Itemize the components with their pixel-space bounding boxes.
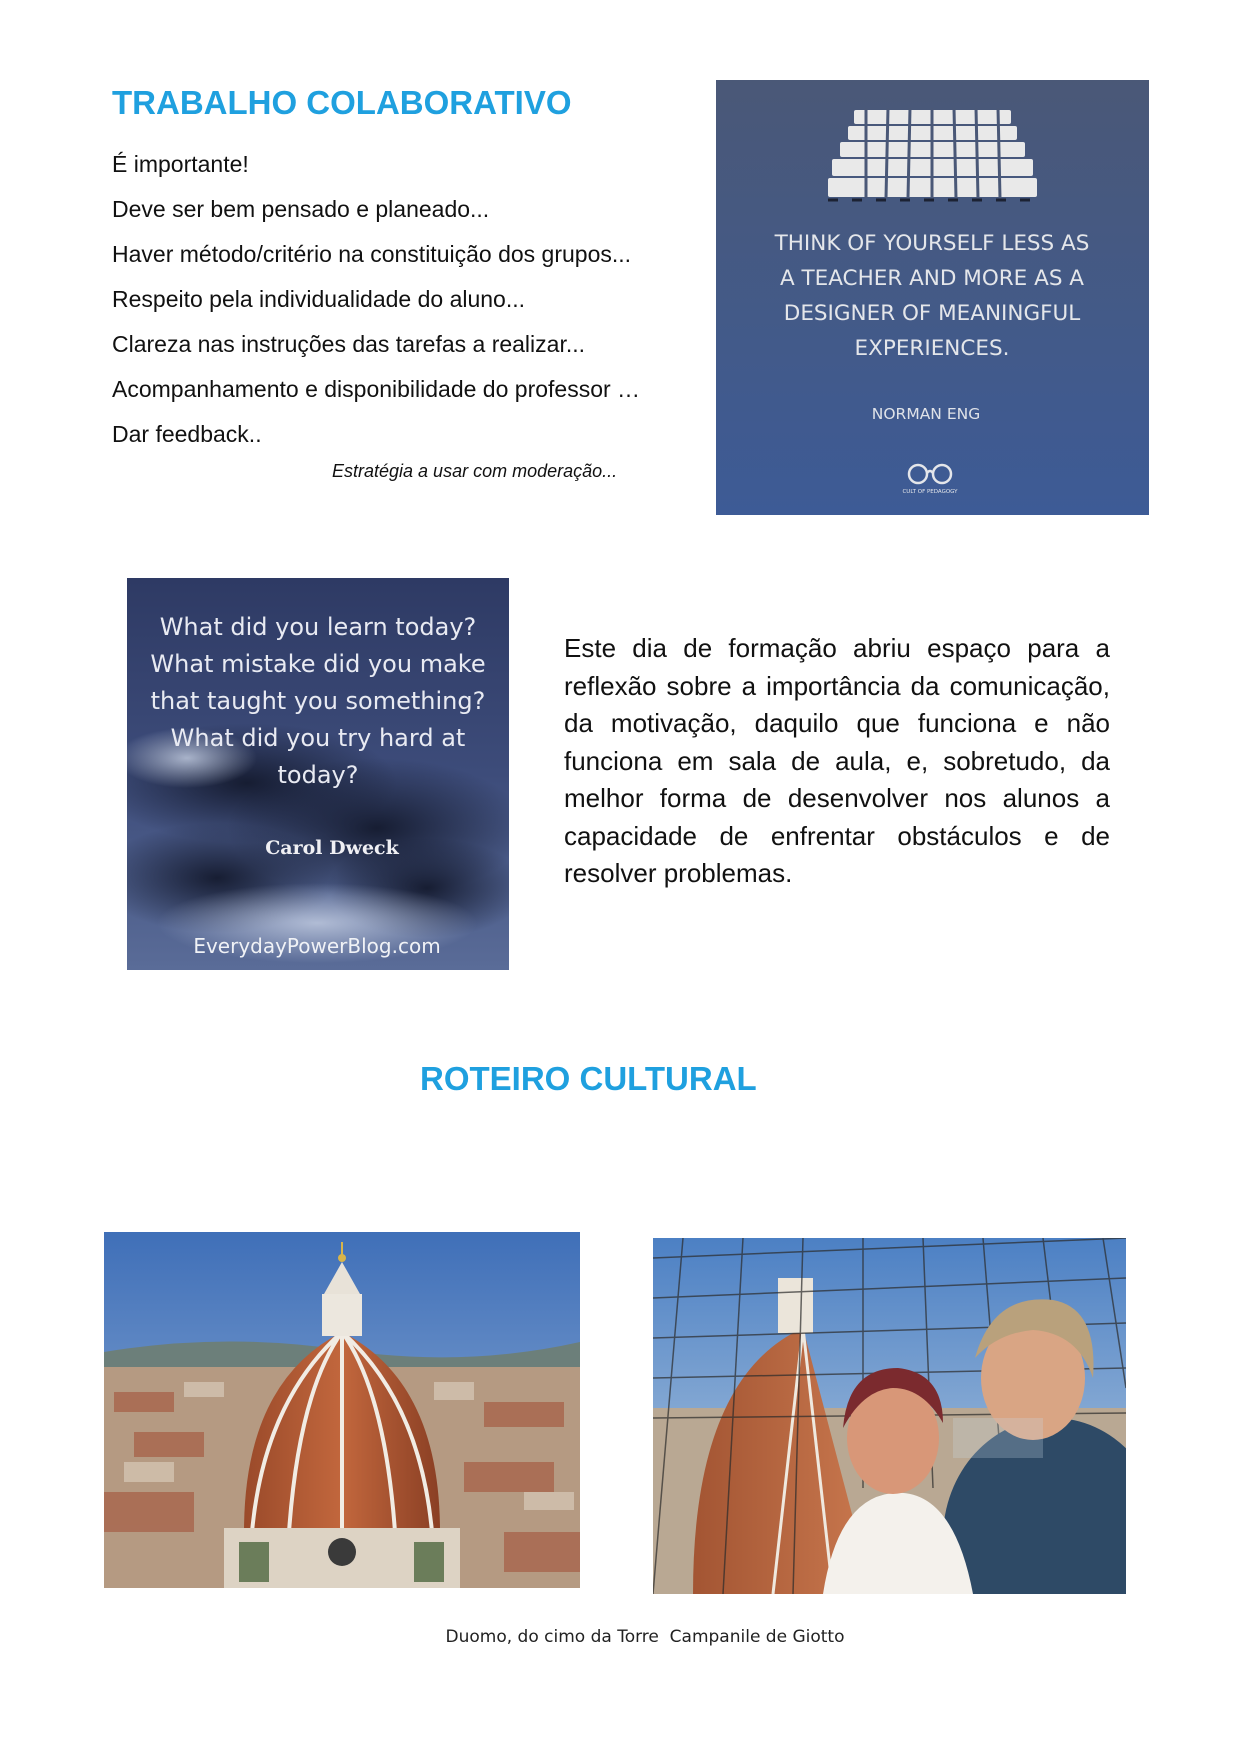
list-item: Clareza nas instruções das tarefas a realizar... — [112, 331, 586, 357]
quote1-line: DESIGNER OF MEANINGFUL — [783, 301, 1081, 326]
list-item: Acompanhamento e disponibilidade do professor … — [112, 376, 641, 402]
quote1-line: EXPERIENCES. — [854, 336, 1010, 361]
quote1-line: A TEACHER AND MORE AS A — [779, 266, 1085, 291]
cult-of-pedagogy-logo: CULT OF PEDAGOGY — [902, 489, 958, 495]
quote2-source: EverydayPowerBlog.com — [193, 934, 441, 958]
strategy-note: Estratégia a usar com moderação... — [332, 461, 618, 481]
quote2-line: that taught you something? — [150, 687, 486, 715]
list-item: Dar feedback.. — [112, 421, 262, 447]
list-item: Haver método/critério na constituição dos grupos... — [112, 241, 632, 267]
quote2-line: What did you try hard at — [170, 724, 466, 752]
norman-eng-quote-image — [716, 80, 1149, 515]
duomo-photo — [104, 1232, 580, 1588]
quote1-line: THINK OF YOURSELF LESS AS — [774, 231, 1090, 256]
list-item: Respeito pela individualidade do aluno... — [112, 286, 526, 312]
collaborative-work-list — [112, 142, 640, 457]
quote2-author: Carol Dweck — [265, 837, 399, 859]
photo-caption: Duomo, do cimo da Torre Campanile de Giotto — [445, 1627, 845, 1647]
quote2-line: today? — [277, 761, 359, 789]
section-title-roteiro-cultural: ROTEIRO CULTURAL — [420, 1060, 757, 1097]
quote2-line: What mistake did you make — [150, 650, 486, 678]
carol-dweck-quote-image — [127, 578, 509, 970]
list-item: Deve ser bem pensado e planeado... — [112, 196, 490, 222]
list-item: É importante! — [112, 151, 249, 177]
quote2-line: What did you learn today? — [159, 613, 477, 641]
section-title-trabalho-colaborativo: TRABALHO COLABORATIVO — [112, 84, 572, 121]
training-reflection-paragraph: Este dia de formação abriu espaço para a reflexão sobre a importância da comunicação, da motivação, daquilo que funciona e não funciona em sala de aula, e, sobretudo, da melhor forma de desenvolver nos alunos a capacidade de enfrentar obstáculos e de resolver problemas. — [564, 633, 1110, 888]
quote1-author: NORMAN ENG — [871, 405, 981, 423]
selfie-photo — [653, 1238, 1126, 1594]
